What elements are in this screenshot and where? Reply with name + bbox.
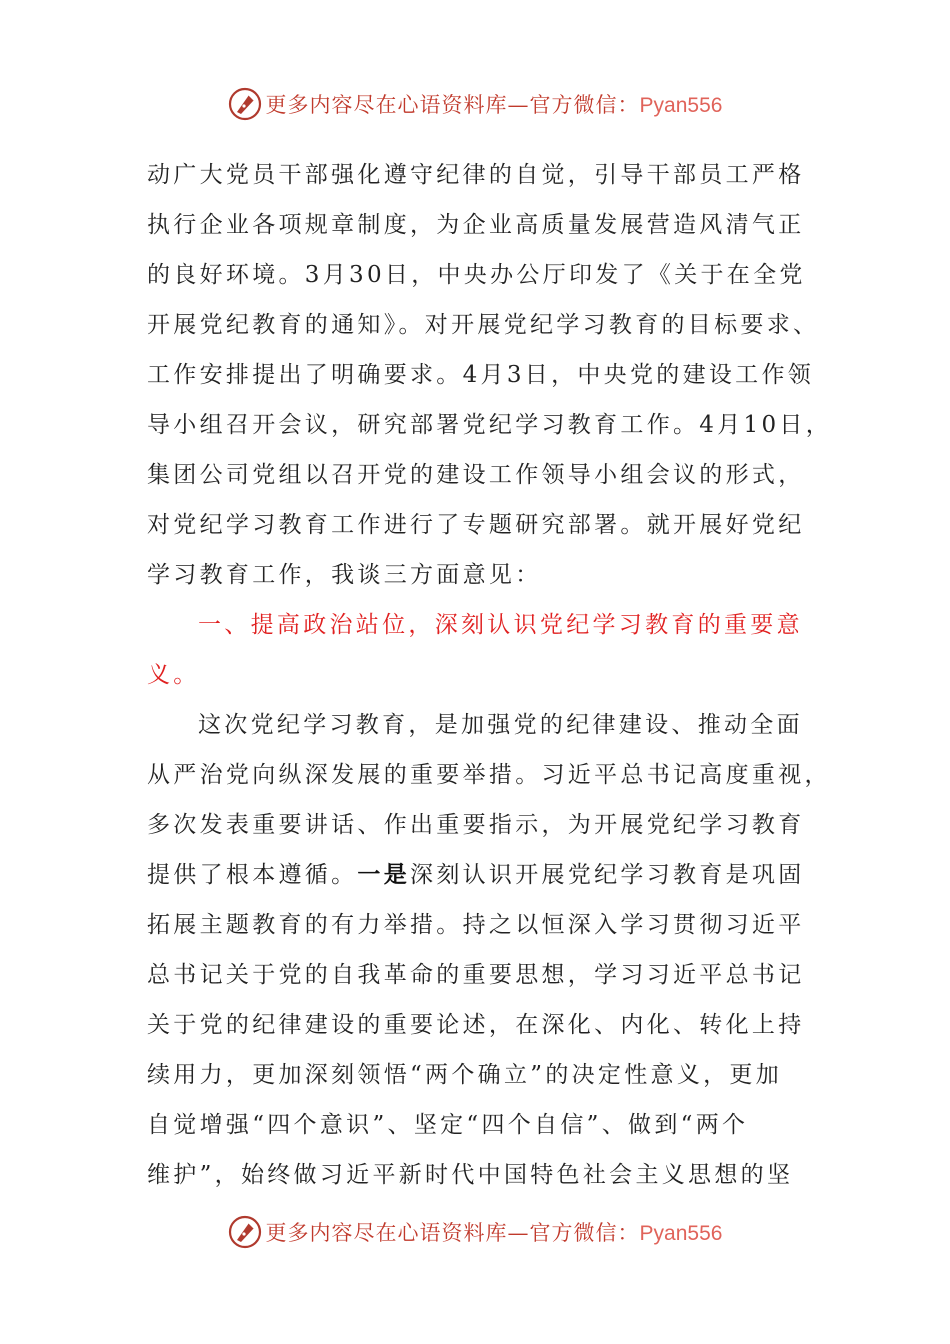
body-line-with-bold: 提供了根本遵循。一是深刻认识开展党纪学习教育是巩固 xyxy=(147,861,805,888)
body-line: 关于党的纪律建设的重要论述，在深化、内化、转化上持 xyxy=(147,1012,805,1038)
body-line: 对党纪学习教育工作进行了专题研究部署。就开展好党纪 xyxy=(147,512,805,538)
body-line: 续用力，更加深刻领悟“两个确立”的决定性意义，更加 xyxy=(147,1062,783,1088)
document-body xyxy=(147,150,832,1200)
body-line: 自觉增强“四个意识”、坚定“四个自信”、做到“两个 xyxy=(147,1112,749,1138)
header-banner xyxy=(0,84,950,124)
pen-nib-logo-icon xyxy=(228,87,262,121)
body-line: 拓展主题教育的有力举措。持之以恒深入学习贯彻习近平 xyxy=(147,912,805,938)
section-heading: 一、提高政治站位，深刻认识党纪学习教育的重要意 xyxy=(198,612,803,638)
wechat-id: Pyan556 xyxy=(639,1222,723,1245)
body-line: 工作安排提出了明确要求。4月3日，中央党的建设工作领 xyxy=(147,362,815,388)
paragraph-first-line: 这次党纪学习教育，是加强党的纪律建设、推动全面 xyxy=(198,712,803,738)
body-line: 导小组召开会议，研究部署党纪学习教育工作。4月10日， xyxy=(147,412,832,438)
body-line: 学习教育工作，我谈三方面意见： xyxy=(147,562,542,588)
body-line: 维护”，始终做习近平新时代中国特色社会主义思想的坚 xyxy=(147,1162,794,1188)
banner-text: 更多内容尽在心语资料库—官方微信：Pyan556 xyxy=(265,93,723,117)
pen-nib-logo-icon xyxy=(228,1215,262,1249)
body-line: 动广大党员干部强化遵守纪律的自觉，引导干部员工严格 xyxy=(147,162,805,188)
bold-marker: 一是 xyxy=(357,861,411,888)
body-line: 开展党纪教育的通知》。对开展党纪学习教育的目标要求、 xyxy=(147,312,820,338)
body-line: 多次发表重要讲话、作出重要指示，为开展党纪学习教育 xyxy=(147,812,805,838)
body-line: 从严治党向纵深发展的重要举措。习近平总书记高度重视， xyxy=(147,762,831,788)
wechat-id: Pyan556 xyxy=(639,94,723,117)
footer-banner xyxy=(0,1212,950,1252)
banner-text: 更多内容尽在心语资料库—官方微信：Pyan556 xyxy=(265,1221,723,1245)
body-line: 总书记关于党的自我革命的重要思想，学习习近平总书记 xyxy=(147,962,805,988)
body-line: 的良好环境。3月30日，中央办公厅印发了《关于在全党 xyxy=(147,262,806,288)
section-heading-continued: 义。 xyxy=(147,662,200,688)
body-line: 执行企业各项规章制度，为企业高质量发展营造风清气正 xyxy=(147,212,805,238)
body-line: 集团公司党组以召开党的建设工作领导小组会议的形式， xyxy=(147,462,805,488)
